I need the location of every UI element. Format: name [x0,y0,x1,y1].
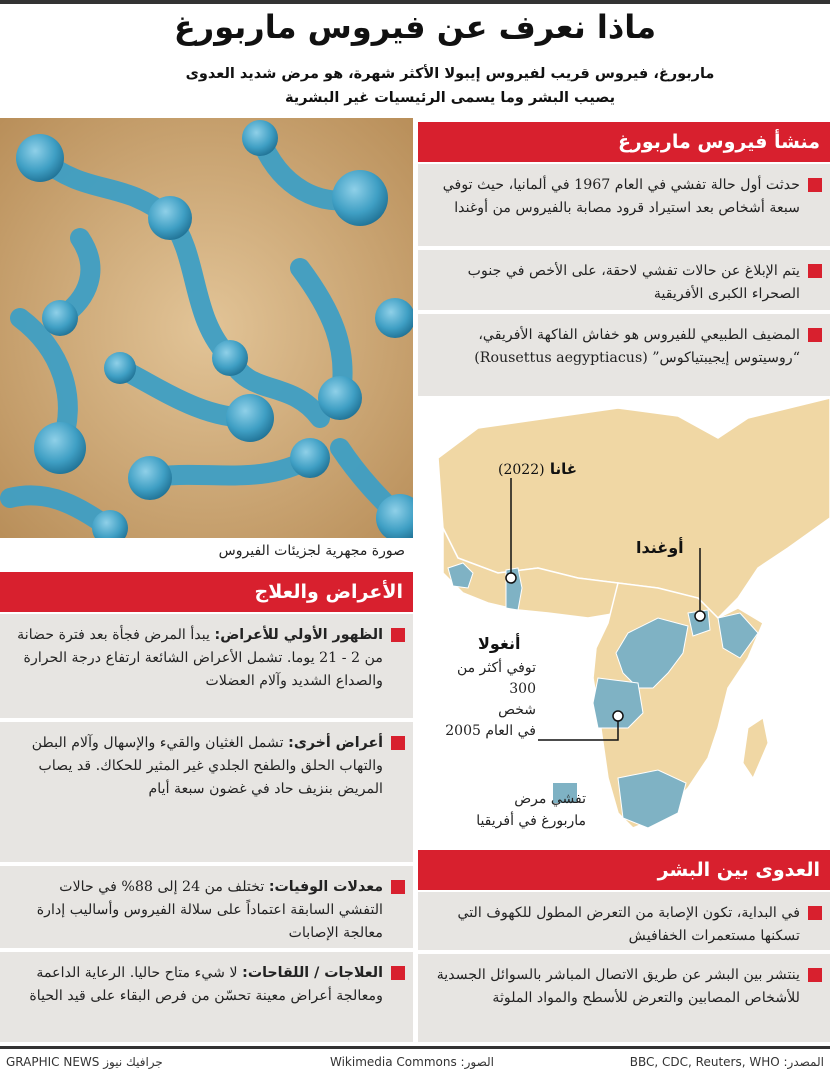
bullet-square-icon [391,966,405,980]
symptoms-item [0,614,413,718]
symptoms-item-text: تشمل الغثيان والقيء والإسهال وآلام البطن والتهاب الحلق والطفح الجلدي غير المثير للحكاك. قد يصاب المريض بنزيف حاد في غضون سبعة أيام [31,735,383,797]
infection-item-text: في البداية، تكون الإصابة من التعرض المطول للكهوف التي تسكنها مستعمرات الخفافيش [457,905,800,944]
symptoms-item [0,722,413,862]
bullet-square-icon [391,880,405,894]
map-label-ghana: غانا [549,460,577,478]
subtitle-line-1: ماربورغ، فيروس قريب لفيروس إيبولا الأكثر شهرة، هو مرض شديد العدوى [185,66,715,82]
bullet-square-icon [808,906,822,920]
symptoms-item-text: يبدأ المرض فجأة بعد فترة حضانة من 2 - 21 يوما. تشمل الأعراض الشائعة ارتفاع درجة الحرارة والصداع الشديد وآلام العضلات [17,627,383,689]
bullet-square-icon [391,628,405,642]
origin-item-text: يتم الإبلاغ عن حالات تفشي لاحقة، على الأخص في جنوب الصحراء الكبرى الأفريقية [467,263,800,302]
angola-note-line: 300 [509,681,536,697]
origin-item [418,164,830,246]
symptoms-item [0,952,413,1042]
origin-heading: منشأ فيروس ماربورغ [418,122,830,162]
symptoms-item-title: العلاجات / اللقاحات: [242,965,383,981]
origin-item [418,314,830,396]
bullet-square-icon [391,736,405,750]
map-label-ghana-year: (2022) [498,462,545,478]
legend-line: ماربورغ في أفريقيا [476,813,586,829]
angola-note-line: شخص [498,702,536,718]
symptoms-item [0,866,413,948]
infection-item [418,892,830,950]
africa-outbreak-map [418,398,830,850]
map-label-ghana-row [498,460,577,478]
infection-item [418,954,830,1042]
subtitle-line-2: يصيب البشر وما يسمى الرئيسيات غير البشرية [284,90,616,106]
angola-note-line: توفي أكثر من [456,660,536,676]
symptoms-heading: الأعراض والعلاج [0,572,413,612]
symptoms-item-title: معدلات الوفيات: [268,879,383,895]
symptoms-item-title: أعراض أخرى: [288,735,383,751]
bullet-square-icon [808,178,822,192]
bullet-square-icon [808,328,822,342]
top-rule [0,0,830,4]
virus-micrograph-image [0,118,413,538]
map-legend [426,788,586,832]
map-label-angola: أنغولا [478,634,521,653]
subtitle [110,62,790,110]
bullet-square-icon [808,264,822,278]
symptoms-item-text: لا شيء متاح حاليا. الرعاية الداعمة ومعالجة أعراض معينة تحسّن من فرص البقاء على قيد الحياة [29,965,383,1004]
map-label-uganda: أوغندا [636,538,684,557]
footer [0,1046,830,1076]
origin-item [418,250,830,310]
page-title: ماذا نعرف عن فيروس ماربورغ [173,8,657,46]
footer-brand: GRAPHIC NEWS جرافيك نيوز [6,1055,163,1069]
bullet-square-icon [808,968,822,982]
origin-item-text: حدثت أول حالة تفشي في العام 1967 في ألمانيا، حيث توفي سبعة أشخاص بعد استيراد قرود مصابة بالفيروس من أوغندا [442,177,800,216]
infection-item-text: ينتشر بين البشر عن طريق الاتصال المباشر بالسوائل الجسدية للأشخاص المصابين والتعرض للأسطح والمواد الملوثة [436,967,800,1006]
symptoms-item-text: تختلف من 24 إلى 88% في حالات التفشي السابقة اعتماداً على سلالة الفيروس وأساليب إدارة معالجة الإصابات [36,879,383,941]
photo-caption: صورة مجهرية لجزيئات الفيروس [218,543,405,559]
angola-note-line: في العام 2005 [445,723,536,739]
footer-images: الصور: Wikimedia Commons [330,1055,494,1069]
footer-source: المصدر: BBC, CDC, Reuters, WHO [629,1055,824,1069]
origin-item-text: المضيف الطبيعي للفيروس هو خفاش الفاكهة الأفريقي، “روسيتوس إيجيبتياكوس” (Rousettus aegyptiacus) [474,327,800,366]
infection-heading: العدوى بين البشر [418,850,830,890]
symptoms-item-title: الظهور الأولي للأعراض: [214,627,383,643]
map-angola-note [428,658,536,742]
legend-line: تفشي مرض [514,791,586,807]
